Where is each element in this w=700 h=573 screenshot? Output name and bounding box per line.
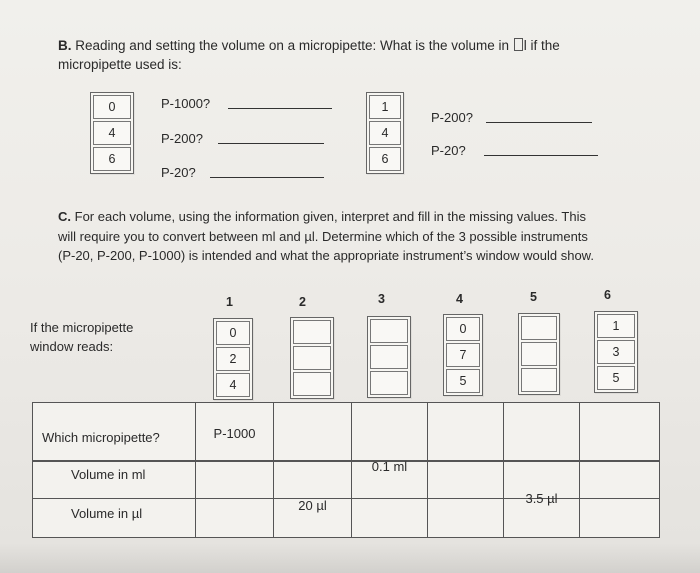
column-number-4: 4 [456, 292, 463, 306]
ul-cell[interactable] [428, 500, 503, 536]
section-c-instructions [58, 207, 673, 266]
c-window-digit: 3 [597, 340, 635, 364]
answer-line[interactable] [228, 108, 332, 109]
column-number-1: 1 [226, 295, 233, 309]
c-window-digit[interactable] [293, 320, 331, 344]
ul-cell[interactable] [352, 500, 427, 536]
section-c-line1: For each volume, using the information given, interpret and fill in the missing values. This [74, 209, 586, 224]
reads-label-line1: If the micropipette [30, 320, 134, 335]
c-window-3 [367, 316, 411, 398]
column-number-2: 2 [299, 295, 306, 309]
b-right-label-1: P-200? [431, 110, 473, 125]
answer-line[interactable] [210, 177, 324, 178]
b-left-window [90, 92, 134, 174]
c-window-digit[interactable] [293, 372, 331, 396]
section-b-letter: B. [58, 38, 72, 53]
column-number-6: 6 [604, 288, 611, 302]
c-window-digit[interactable] [370, 371, 408, 395]
c-window-digit: 0 [446, 317, 480, 341]
c-window-digit[interactable] [370, 319, 408, 343]
answer-line[interactable] [486, 122, 592, 123]
b-left-label-2: P-200? [161, 131, 203, 146]
b-right-window-digit: 6 [369, 147, 401, 171]
reads-label-line2: window reads: [30, 339, 114, 354]
answer-line[interactable] [218, 143, 324, 144]
c-window-digit[interactable] [370, 345, 408, 369]
b-right-window-digit: 4 [369, 121, 401, 145]
c-window-digit: 5 [446, 369, 480, 393]
section-b-text: Reading and setting the volume on a micropipette: What is the volume in [75, 38, 510, 53]
c-window-digit: 4 [216, 373, 250, 397]
section-b-line2: micropipette used is: [58, 57, 182, 72]
answer-line[interactable] [484, 155, 598, 156]
row-label-ml: Volume in ml [71, 467, 146, 482]
column-number-3: 3 [378, 292, 385, 306]
c-window-digit: 0 [216, 321, 250, 345]
c-window-digit[interactable] [521, 368, 557, 392]
page-bottom-shadow [0, 543, 700, 573]
missing-glyph-box [514, 38, 523, 51]
column-number-5: 5 [530, 290, 537, 304]
c-window-digit: 2 [216, 347, 250, 371]
c-window-6 [594, 311, 638, 393]
ml-cell: 0.1 ml [371, 458, 408, 474]
micropipette-cell[interactable] [580, 408, 658, 458]
section-b-text-after: l if the [523, 38, 560, 53]
ul-cell[interactable] [196, 500, 273, 536]
row-label-ul: Volume in µl [71, 506, 143, 521]
c-window-4 [443, 314, 483, 396]
c-window-digit: 5 [597, 366, 635, 390]
c-window-digit[interactable] [521, 342, 557, 366]
micropipette-cell[interactable] [352, 408, 427, 458]
window-reads-label [30, 318, 133, 356]
c-window-digit: 7 [446, 343, 480, 367]
c-window-digit[interactable] [521, 316, 557, 340]
ml-cell[interactable] [196, 462, 273, 498]
ul-cell: 20 µl [298, 497, 327, 513]
b-left-window-digit: 0 [93, 95, 131, 119]
answer-table [32, 402, 660, 538]
ml-cell[interactable] [428, 462, 503, 498]
c-window-5 [518, 313, 560, 395]
ml-cell[interactable] [580, 462, 658, 498]
c-window-2 [290, 317, 334, 399]
section-c-line2: will require you to convert between ml and µl. Determine which of the 3 possible instruments [58, 228, 588, 244]
row-label-micropipette: Which micropipette? [42, 430, 160, 445]
c-window-1 [213, 318, 253, 400]
micropipette-cell[interactable] [428, 408, 503, 458]
micropipette-cell[interactable] [504, 408, 579, 458]
b-left-label-1: P-1000? [161, 96, 211, 111]
micropipette-cell: P-1000 [213, 425, 256, 441]
b-left-window-digit: 6 [93, 147, 131, 171]
ul-cell: 3.5 µl [525, 490, 558, 506]
section-c-line3: (P-20, P-200, P-1000) is intended and what the appropriate instrument’s window would show. [58, 248, 594, 263]
micropipette-cell[interactable] [274, 408, 351, 458]
b-right-window [366, 92, 404, 174]
b-right-window-digit: 1 [369, 95, 401, 119]
section-b-instructions [58, 36, 658, 74]
ul-cell[interactable] [580, 500, 658, 536]
c-window-digit: 1 [597, 314, 635, 338]
b-left-window-digit: 4 [93, 121, 131, 145]
b-right-label-2: P-20? [431, 143, 466, 158]
section-c-letter: C. [58, 209, 71, 224]
c-window-digit[interactable] [293, 346, 331, 370]
b-left-label-3: P-20? [161, 165, 196, 180]
